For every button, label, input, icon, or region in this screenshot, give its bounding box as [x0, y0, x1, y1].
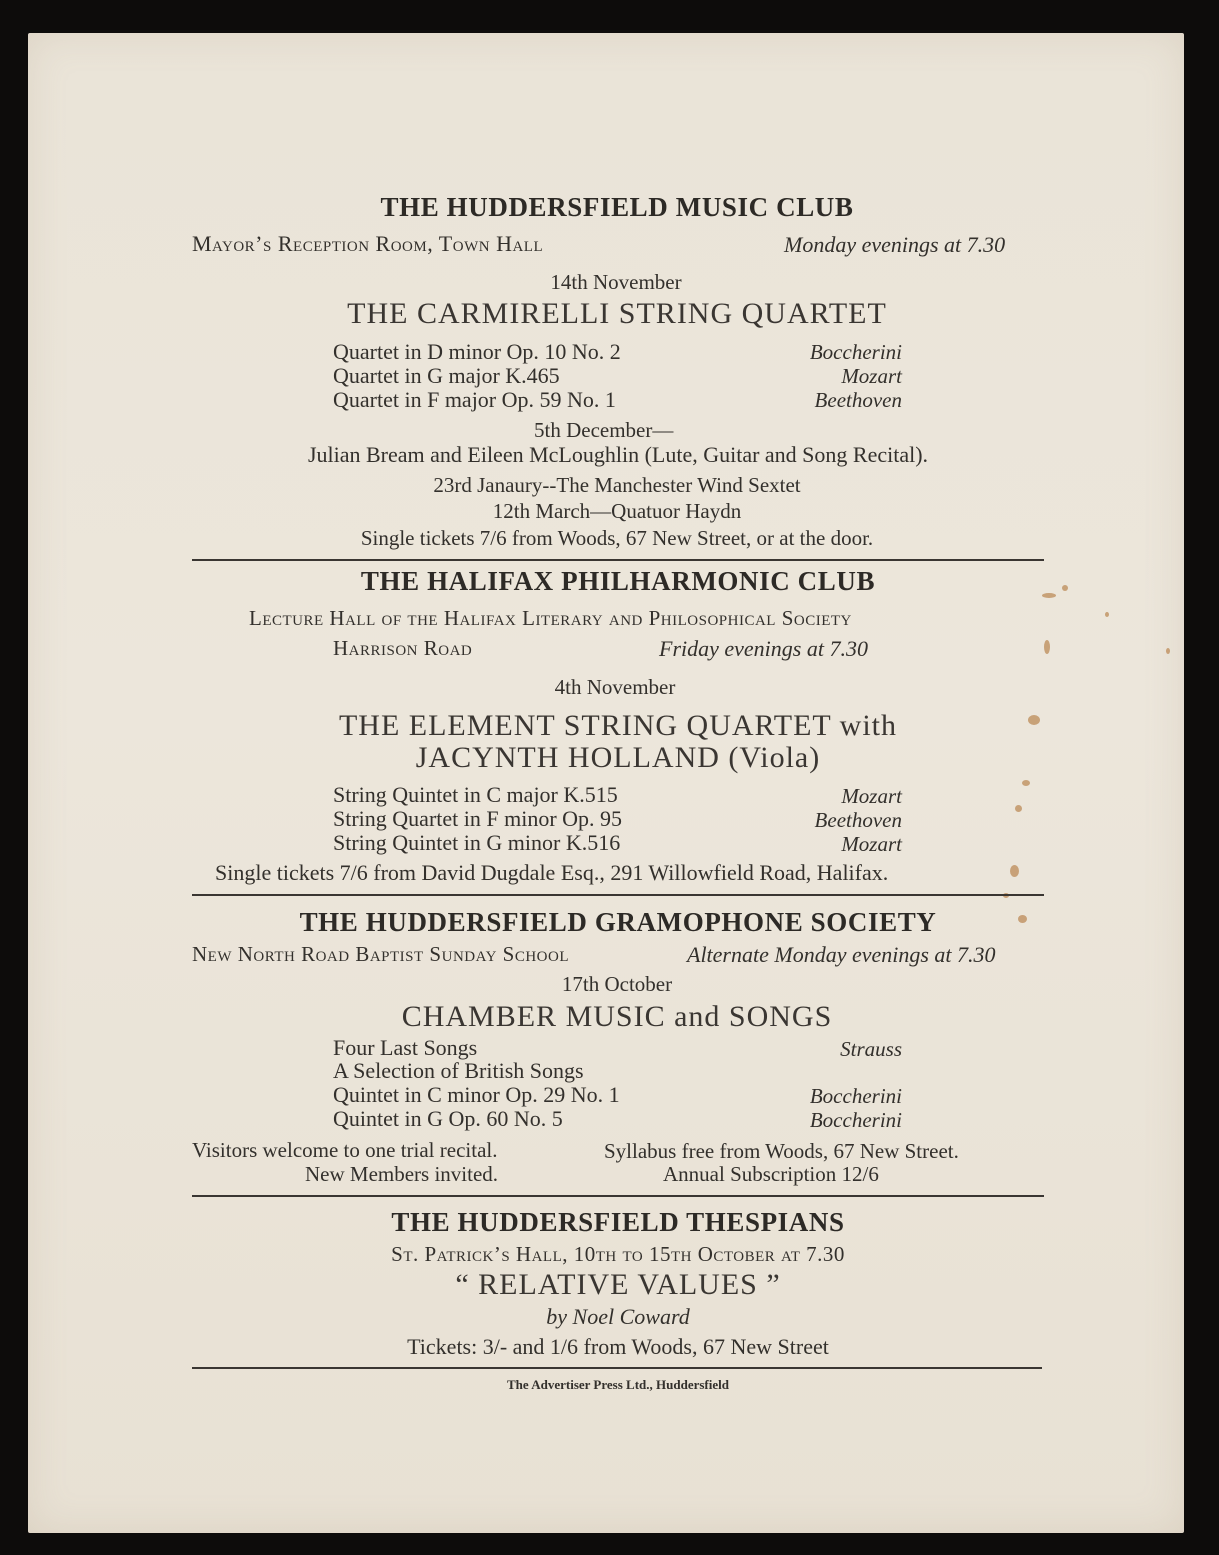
thespians-venue: St. Patrick’s Hall, 10th to 15th October at 7.30 [391, 1242, 845, 1266]
programme-work: Four Last Songs [333, 1035, 478, 1060]
programme-title: CHAMBER MUSIC and SONGS [401, 1000, 833, 1033]
programme-composer: Boccherini [809, 1108, 902, 1132]
programme-composer: Boccherini [809, 1084, 902, 1108]
divider [192, 894, 1044, 896]
programme-composer: Boccherini [809, 340, 902, 364]
printer-imprint: The Advertiser Press Ltd., Huddersfield [507, 1377, 729, 1392]
music-club-title: THE HUDDERSFIELD MUSIC CLUB [380, 192, 854, 222]
programme-work: Quartet in D minor Op. 10 No. 2 [333, 339, 621, 364]
programme-work: String Quartet in F minor Op. 95 [333, 806, 623, 831]
music-club-date: 14th November [550, 270, 682, 294]
music-club-time: Monday evenings at 7.30 [784, 232, 1006, 257]
halifax-performer: JACYNTH HOLLAND (Viola) [415, 741, 821, 774]
programme-work: Quartet in G major K.465 [333, 363, 560, 388]
thespians-title: THE HUDDERSFIELD THESPIANS [391, 1207, 845, 1237]
play-author: by Noel Coward [546, 1304, 690, 1329]
programme-work: A Selection of British Songs [333, 1058, 584, 1083]
halifax-road: Harrison Road [333, 636, 473, 660]
halifax-time: Friday evenings at 7.30 [659, 636, 868, 661]
programme-composer: Mozart [841, 784, 902, 808]
play-title: “ RELATIVE VALUES ” [455, 1268, 781, 1301]
event-date: 5th December— [534, 418, 674, 442]
syllabus-note: Syllabus free from Woods, 67 New Street. [604, 1139, 959, 1163]
halifax-venue: Lecture Hall of the Halifax Literary and Philosophical Society [249, 606, 852, 630]
programme-composer: Beethoven [814, 388, 902, 412]
programme-work: String Quintet in G minor K.516 [333, 830, 621, 855]
event-listing: 23rd Janaury--The Manchester Wind Sextet [433, 473, 801, 497]
tickets-info: Single tickets 7/6 from David Dugdale Esq., 291 Willowfield Road, Halifax. [215, 860, 889, 885]
divider [192, 1195, 1044, 1197]
halifax-date: 4th November [554, 675, 676, 699]
divider [192, 559, 1044, 561]
event-description: Julian Bream and Eileen McLoughlin (Lute, Guitar and Song Recital). [307, 442, 929, 467]
event-listing: 12th March—Quatuor Haydn [492, 499, 742, 523]
programme-work: Quartet in F major Op. 59 No. 1 [333, 387, 616, 412]
halifax-performer: THE ELEMENT STRING QUARTET with [338, 709, 898, 742]
programme-work: Quintet in C minor Op. 29 No. 1 [333, 1082, 620, 1107]
members-note: New Members invited. [305, 1162, 499, 1186]
programme-work: String Quintet in C major K.515 [333, 782, 618, 807]
divider [192, 1367, 1042, 1369]
halifax-title: THE HALIFAX PHILHARMONIC CLUB [360, 566, 876, 596]
programme-work: Quintet in G Op. 60 No. 5 [333, 1106, 563, 1131]
programme-composer: Strauss [840, 1037, 902, 1061]
music-club-venue: Mayor’s Reception Room, Town Hall [192, 231, 544, 256]
gramophone-title: THE HUDDERSFIELD GRAMOPHONE SOCIETY [299, 907, 937, 937]
tickets-info: Single tickets 7/6 from Woods, 67 New Street, or at the door. [360, 526, 874, 550]
gramophone-time: Alternate Monday evenings at 7.30 [687, 942, 996, 967]
programme-composer: Mozart [841, 364, 902, 388]
programme-composer: Mozart [841, 832, 902, 856]
tickets-info: Tickets: 3/- and 1/6 from Woods, 67 New Street [407, 1334, 829, 1359]
visitor-note: Visitors welcome to one trial recital. [192, 1138, 498, 1162]
music-club-performer: THE CARMIRELLI STRING QUARTET [347, 297, 887, 330]
subscription-note: Annual Subscription 12/6 [663, 1162, 879, 1186]
gramophone-date: 17th October [561, 972, 673, 996]
gramophone-venue: New North Road Baptist Sunday School [192, 942, 569, 966]
programme-composer: Beethoven [814, 808, 902, 832]
